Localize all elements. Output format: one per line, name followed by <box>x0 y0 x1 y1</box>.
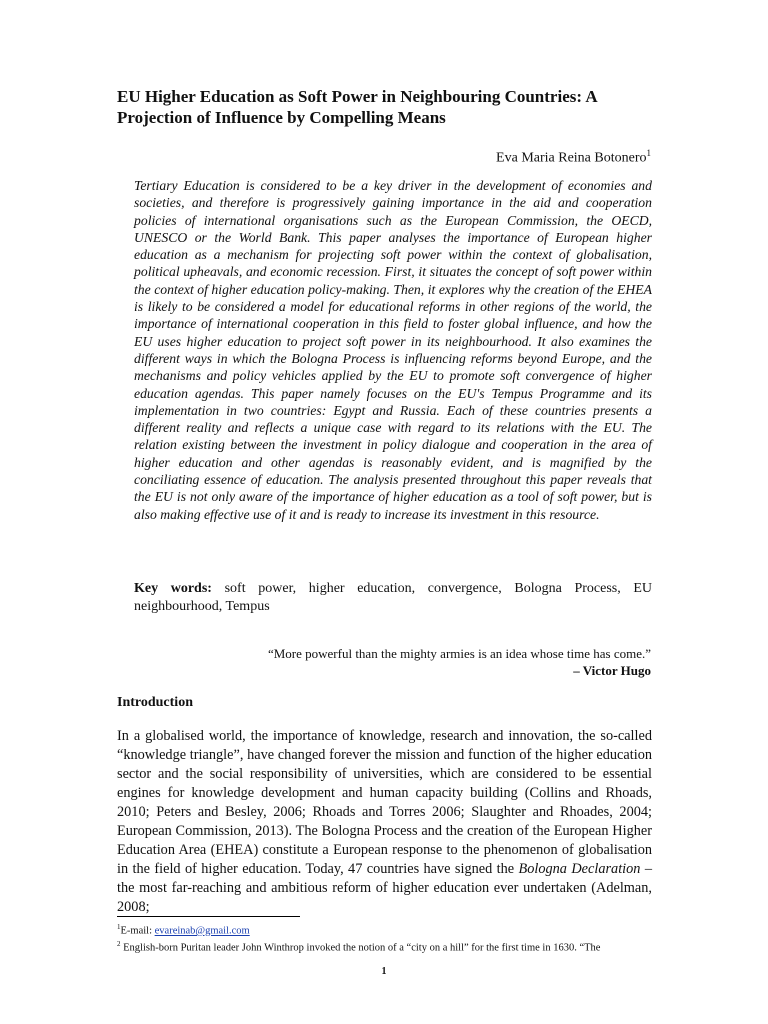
intro-text-part2: – the most far-reaching and ambitious reform of higher education ever undertaken (Adelman, 2008; <box>117 861 652 915</box>
footnote-2-mark: 2 <box>117 939 121 948</box>
footnote-separator <box>117 916 300 917</box>
footnote-1-label: E-mail: <box>120 925 155 937</box>
author-name: Eva Maria Reina Botonero <box>496 150 647 166</box>
author-footnote-mark: 1 <box>646 148 651 158</box>
epigraph-attribution: – Victor Hugo <box>573 663 651 678</box>
epigraph <box>131 645 651 679</box>
keywords-label: Key words: <box>134 581 212 596</box>
keywords-text: soft power, higher education, convergence, Bologna Process, EU neighbourhood, Tempus <box>134 581 653 614</box>
intro-text-part1: In a globalised world, the importance of knowledge, research and innovation, the so-called “knowledge triangle”, have changed forever the mission and function of the higher education sector and the social responsibility of universities, which are considered to be essential engines for knowledge development and human capacity building (Collins and Rhoads, 2010; Peters and Besley, 2006; Rhoads and Torres 2006; Slaughter and Rhoades, 2004; European Commission, 2013). The Bologna Process and the creation of the European Higher Education Area (EHEA) constitute a European response to the phenomenon of globalisation in the field of higher education. Today, 47 countries have signed the <box>117 728 652 877</box>
epigraph-quote: “More powerful than the mighty armies is an idea whose time has come.” <box>267 646 651 661</box>
footnote-1 <box>117 921 657 938</box>
footnote-2-text: English-born Puritan leader John Winthrop invoked the notion of a “city on a hill” for the first time in 1630. “The <box>123 942 601 953</box>
email-link[interactable]: evareinab@gmail.com <box>154 925 250 937</box>
footnote-1-mark: 1 <box>117 923 121 931</box>
introduction-paragraph <box>117 727 652 917</box>
abstract: Tertiary Education is considered to be a key driver in the development of economies and societies, and therefore is progressively gaining importance in the aid and cooperation policies of international organisations such as the European Commission, the OECD, UNESCO or the World Bank. This paper analyses the importance of European higher education as a mechanism for projecting soft power within the context of globalisation, political upheavals, and economic recession. First, it situates the concept of soft power within the context of higher education policy-making. Then, it explores why the creation of the EHEA is likely to be considered a model for educational reforms in other regions of the world, the importance of international cooperation in this field to foster global influence, and how the EU uses higher education to project soft power in its neighbourhood. It also examines the different ways in which the Bologna Process is influencing reforms beyond Europe, and the mechanisms and policy vehicles applied by the EU to promote soft convergence of higher education agendas. This paper namely focuses on the EU's Tempus Programme and its implementation in two countries: Egypt and Russia. Each of these countries presents a different reality and reflects a unique case with regard to its relations with the EU. The relation existing between the investment in policy dialogue and cooperation in the area of higher education and other agendas is reasonably evident, and is magnified by the conciliating essence of education. The analysis presented throughout this paper reveals that the EU is not only aware of the importance of higher education as a tool of soft power, but is also making effective use of it and is ready to increase its investment in this resource. <box>134 178 652 522</box>
footnotes <box>117 921 657 954</box>
paper-title: EU Higher Education as Soft Power in Neighbouring Countries: A Projection of Influence by Compelling Means <box>117 87 597 127</box>
section-heading-introduction: Introduction <box>117 695 193 710</box>
page-number: 1 <box>381 966 387 977</box>
footnote-2 <box>117 938 657 955</box>
keywords <box>134 580 652 615</box>
intro-text-italic: Bologna Declaration <box>518 861 641 877</box>
author-line <box>496 145 651 167</box>
